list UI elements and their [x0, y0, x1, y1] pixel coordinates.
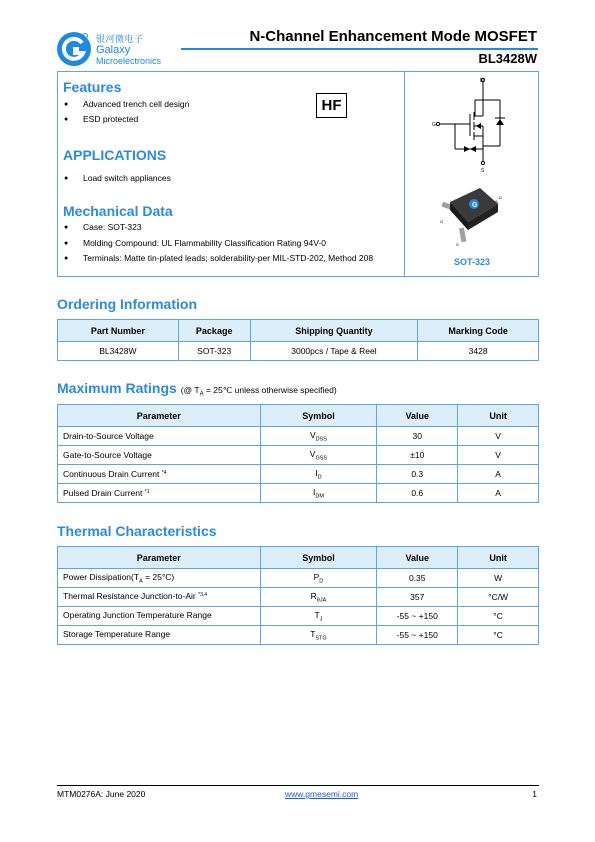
mosfet-schematic-icon	[430, 76, 510, 176]
symbol-cell: $V_{GSS}$	[260, 446, 377, 465]
value-cell: 357	[377, 588, 458, 607]
table-row	[58, 446, 539, 465]
thermal-heading: Thermal Characteristics	[57, 523, 217, 539]
table-row	[58, 607, 539, 626]
column-header: Part Number	[58, 320, 179, 342]
column-header: Unit	[458, 547, 539, 569]
parameter-cell: Power $Dissipation(T_A = 25^\circ C)$	[58, 569, 261, 588]
symbol-cell: $I_D$	[260, 465, 377, 484]
symbol-cell: $P_D$	[260, 569, 377, 588]
table-cell: 3000pcs / Tape & Reel	[250, 342, 418, 361]
table-header-row	[58, 320, 539, 342]
brand-sub: Microelectronics	[96, 56, 162, 66]
svg-text:G: G	[472, 202, 478, 209]
table-header-row	[58, 547, 539, 569]
symbol-cell: $T_J$	[260, 607, 377, 626]
max-ratings-note: (@ $T_A$ = 25℃ unless otherwise specified)	[180, 385, 337, 398]
value-cell: 0.3	[377, 465, 458, 484]
column-header: Unit	[458, 405, 539, 427]
table-cell: SOT-323	[178, 342, 250, 361]
parameter-cell: Drain-to-Source Voltage	[58, 427, 261, 446]
document-title: N-Channel Enhancement Mode MOSFET	[249, 28, 537, 45]
company-logo	[56, 29, 186, 69]
value-cell: 0.35	[377, 569, 458, 588]
pin-s-label: S	[481, 168, 485, 174]
svg-text:D: D	[499, 195, 502, 200]
value-cell: ±10	[377, 446, 458, 465]
website-link[interactable]	[285, 789, 358, 799]
parameter-cell: Continuous Drain Current $^{*4}$	[58, 465, 261, 484]
symbol-cell: $I_{DM}$	[260, 484, 377, 503]
feature-box-divider	[404, 71, 405, 277]
svg-text:S: S	[456, 242, 459, 247]
mechanical-heading: Mechanical Data	[63, 203, 173, 219]
unit-cell: A	[458, 484, 539, 503]
applications-heading: APPLICATIONS	[63, 147, 167, 163]
page-number: 1	[532, 789, 537, 799]
galaxy-logo-icon	[56, 31, 92, 67]
features-heading: Features	[63, 79, 122, 95]
package-label: SOT-323	[453, 257, 491, 267]
unit-cell: °C	[458, 607, 539, 626]
column-header: Value	[377, 405, 458, 427]
unit-cell: V	[458, 427, 539, 446]
value-cell: -55 ~ +150	[377, 626, 458, 645]
halogen-free-badge: HF	[316, 93, 347, 118]
unit-cell: W	[458, 569, 539, 588]
value-cell: -55 ~ +150	[377, 607, 458, 626]
svg-text:G: G	[440, 219, 444, 224]
column-header: Parameter	[58, 405, 261, 427]
symbol-cell: $V_{DSS}$	[260, 427, 377, 446]
unit-cell: °C	[458, 626, 539, 645]
document-code: MTM0276A: June 2020	[57, 789, 146, 799]
table-row	[58, 427, 539, 446]
table-row	[58, 626, 539, 645]
parameter-cell: Operating Junction Temperature Range	[58, 607, 261, 626]
column-header: Symbol	[260, 547, 377, 569]
value-cell: 30	[377, 427, 458, 446]
table-cell: 3428	[418, 342, 539, 361]
symbol-cell: $R_{\theta JA}$	[260, 588, 377, 607]
table-row	[58, 342, 539, 361]
title-divider	[181, 48, 538, 50]
table-row	[58, 569, 539, 588]
brand-en: Galaxy	[96, 44, 131, 56]
column-header: Symbol	[260, 405, 377, 427]
value-cell: 0.6	[377, 484, 458, 503]
table-header-row	[58, 405, 539, 427]
parameter-cell: Gate-to-Source Voltage	[58, 446, 261, 465]
part-number: BL3428W	[478, 51, 537, 66]
sot323-package-icon	[432, 184, 512, 248]
ordering-table	[57, 319, 539, 361]
column-header: Package	[178, 320, 250, 342]
table-row	[58, 465, 539, 484]
column-header: Parameter	[58, 547, 261, 569]
parameter-cell: Thermal Resistance Junction-to-Air $^{*3,4}$	[58, 588, 261, 607]
max-ratings-heading: Maximum Ratings (@ $T_A$ = 25℃ unless otherwise specified)	[57, 380, 337, 398]
pin-g-label: G	[432, 122, 436, 128]
column-header: Value	[377, 547, 458, 569]
max-ratings-table	[57, 404, 539, 503]
column-header: Shipping Quantity	[250, 320, 418, 342]
table-row	[58, 484, 539, 503]
unit-cell: V	[458, 446, 539, 465]
unit-cell: °C/W	[458, 588, 539, 607]
thermal-table	[57, 546, 539, 645]
brand-cn: 银河微电子	[96, 34, 144, 44]
unit-cell: A	[458, 465, 539, 484]
table-row	[58, 588, 539, 607]
footer-divider	[57, 785, 539, 786]
ordering-heading: Ordering Information	[57, 296, 197, 312]
table-cell: BL3428W	[58, 342, 179, 361]
parameter-cell: Pulsed Drain Current $^{*1}$	[58, 484, 261, 503]
column-header: Marking Code	[418, 320, 539, 342]
symbol-cell: $T_{STG}$	[260, 626, 377, 645]
pin-d-label: D	[480, 78, 484, 84]
website-url[interactable]: www.gmesemi.com	[285, 789, 359, 799]
parameter-cell: Storage Temperature Range	[58, 626, 261, 645]
